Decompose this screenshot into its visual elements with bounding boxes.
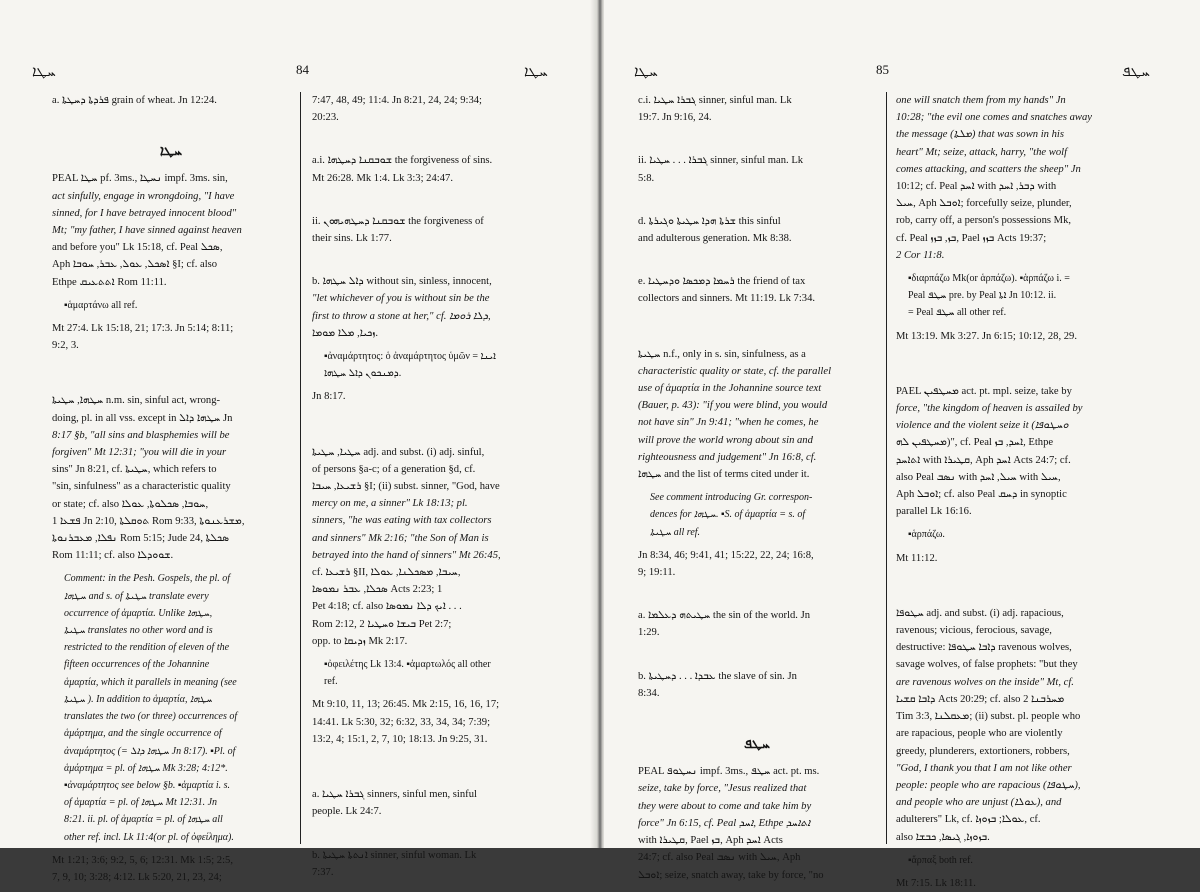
note: [908, 526, 1134, 543]
line: force" Jn 6:15, cf. Peal ܐܚܕ, Ethpe ܐܬܐܚܕ: [638, 817, 811, 829]
pael-entry: [896, 383, 1134, 521]
line: "let whichever of you is without sin be the: [312, 293, 490, 305]
line: ref.: [324, 676, 338, 688]
column-rule: [300, 92, 301, 844]
line: ܚܛܝܬܐ ). In addition to ἁμαρτία, ܚܛܗܐ: [64, 693, 213, 705]
page-number-right: 85: [876, 62, 889, 77]
line: ܐܘܒܠ; seize, snatch away, take by force, "no: [638, 869, 824, 881]
root-heading: ܚܛܦ: [743, 736, 770, 753]
line: ▪διαρπάζω Mk(or ἁρπάζω). ▪ἁρπάζω i. =: [908, 273, 1070, 285]
line: Rom 11:11; cf. also ܫܘܘܕܠܐ.: [52, 550, 174, 562]
line: and people who are unjust (ܥܘܠܐ), and: [896, 797, 1062, 809]
line: PEAL ܚܛܐ pf. 3ms., ܢܚܛܐ impf. 3ms. sin,: [52, 173, 228, 185]
line: 7:47, 48, 49; 11:4. Jn 8:21, 24, 24; 9:34;: [312, 95, 482, 106]
line: dences for ܚܛܗܐ. ▪S. of ἁμαρτία = s. of: [650, 509, 806, 521]
line: betrayed into the hand of sinners" Mt 26:45,: [312, 549, 501, 561]
line: opp. to ܙܕܝܩܐ Mk 2:17.: [312, 635, 408, 647]
nf-entry: [638, 346, 876, 484]
line: = Peal ܚܛܦ all other ref.: [908, 307, 1007, 319]
line: b. ܐܢܬܬܐ ܚܛܝܬܐ sinner, sinful woman. Lk: [312, 849, 477, 861]
line: ܕܐܒܐ ܩܫܝܐ Acts 20:29; cf. also ܡܚܪܒܢܐ 2: [896, 693, 1065, 705]
running-head-right: ܚܛܦ: [1122, 62, 1150, 80]
line: adulterers" Lk, cf. ܥܘܠܐ; ܒܙܘܙܐ, cf.: [896, 814, 1041, 826]
line: and before you" Lk 15:18, cf. Peal ܣܟܠ,: [52, 242, 223, 254]
line: ܣܟܠܐ, ܥܒܪ ܢܡܘܣܐ Acts 2:23; 1: [312, 584, 443, 596]
line: ܙܟܝܐ, ܡܠܐ ܡܘܡܐ.: [312, 327, 379, 339]
line: Mt; "my father, I have sinned against heaven: [52, 225, 242, 237]
entry-ii: [638, 152, 876, 186]
line: 7, 9, 10; 3:28; 4:12. Lk 5:20, 21, 23, 24;: [52, 871, 222, 883]
line: their sins. Lk 1:77.: [312, 233, 392, 245]
line: Aph ܐܣܟܠ, ܥܘܠ, ܥܒܪ, ܚܘܒܐ §I; cf. also: [52, 259, 218, 271]
line: comes attacking, and scatters the sheep" Jn: [896, 163, 1081, 175]
line: Mt 9:10, 11, 13; 26:45. Mk 2:15, 16, 16, 17;: [312, 699, 500, 711]
peal-continuation: [896, 92, 1134, 264]
comment: [64, 570, 290, 845]
line: ܚܛܗܐ and the list of terms cited under it.: [638, 469, 810, 481]
line: 19:7. Jn 9:16, 24.: [638, 112, 712, 124]
line: and sinners" Mk 2:16; "the Son of Man is: [312, 532, 489, 544]
line: force, "the kingdom of heaven is assailed by: [896, 403, 1083, 415]
line: or state; cf. also ܚܘܒܐ, ܣܟܠܘܬܐ, ܥܘܠܐ,: [52, 498, 209, 510]
line: 8:17 §b, "all sins and blasphemies will be: [52, 429, 230, 441]
line: sinned, for I have betrayed innocent blood": [52, 207, 237, 219]
line: sins" Jn 8:21, cf. ܚܛܝܬܐ, which refers to: [52, 464, 217, 476]
line: a.i. ܫܘܒܩܢܐ ܕܚܛܗܐ the forgiveness of sins.: [312, 155, 493, 167]
line: ܪܫܝܥܐ, ܚܝܒܐ §I; (ii) subst. sinner, "God, have: [312, 481, 500, 493]
line: 24:7; cf. also Peal ܢܣܒ with ܚܝܠ, Aph: [638, 852, 801, 864]
line: 7:37.: [312, 866, 334, 878]
line: 20:23.: [312, 112, 339, 124]
line: ܚܛܝܬܐ all ref.: [650, 526, 701, 538]
refs: [638, 547, 876, 581]
running-head-left: ܚܛܐ: [634, 62, 658, 80]
right-page-column-1: [638, 92, 876, 881]
line: e. ܪܚܡܐ ܕܡܟܣܐ ܘܕܚܛܝܐ the friend of tax: [638, 276, 806, 288]
line: Rom 2:12, ܒܝܫܐ ܘܚܛܝܐ 2 Pet 2:7;: [312, 618, 452, 630]
right-page: [604, 0, 1200, 889]
line: ܚܝܠ, Aph ܐܘܒܠ; forcefully seize, plunder,: [896, 198, 1072, 210]
line: seize, take by force, "Jesus realized that: [638, 783, 807, 795]
line: characteristic quality or state, cf. the parallel: [638, 365, 832, 377]
line: 10:28; "the evil one comes and snatches away: [896, 112, 1092, 124]
line: c.i. ܓܒܪܐ ܚܛܝܐ sinner, sinful man. Lk: [638, 95, 792, 106]
entry-b: [638, 668, 876, 702]
line: ravenous; vicious, ferocious, savage,: [896, 625, 1052, 637]
line: Jn 8:34, 46; 9:41, 41; 15:22, 22, 24; 16:8,: [638, 549, 814, 561]
line: restricted to the rendition of eleven of the: [64, 642, 230, 654]
line: savage wolves, of false prophets: "but they: [896, 659, 1078, 671]
right-page-column-2: [896, 92, 1134, 889]
line: ܐܬܐܚܕ with ܩܛܝܪܐ, Aph ܐܚܕ Acts 24:7; cf.: [896, 454, 1071, 466]
entry-d: [638, 213, 876, 247]
line: rob, carry off, a person's possessions Mk,: [896, 215, 1072, 227]
line: ܕܡܢܟܘܢ ܕܐܠ ܚܛܗܐ.: [324, 368, 402, 380]
line: a. ܦܪܕܬܐ ܕܚܛܬܐ grain of wheat. Jn 12:24.: [52, 95, 217, 106]
line: of persons §a-c; of a generation §d, cf.: [312, 463, 476, 475]
line: ἁμάρτημα = pl. of ܚܛܗܐ Mk 3:28; 4:12*.: [64, 762, 228, 774]
line: the message (ܡܠܬܐ) that was sown in his: [896, 129, 1064, 141]
root-heading: ܚܛܐ: [159, 143, 183, 160]
line: ἁμαρτία, which it parallels in meaning (see: [64, 676, 237, 688]
line: Tim 3:3, ܡܥܩܠܢܐ; (ii) subst. pl. people who: [896, 711, 1081, 723]
line: 9:2, 3.: [52, 340, 79, 352]
line: ܦܫܥܐ 1 Jn 2:10, ܬܘܩܠܬܐ Rom 9:33, ܡܫܪܥܢܘܬܐ,: [52, 515, 245, 527]
line: not have sin" Jn 9:41; "when he comes, he: [638, 417, 819, 429]
line: PEAL ܢܚܛܘܦ impf. 3ms., ܚܛܦ act. pt. ms.: [638, 766, 820, 778]
entry-b: [312, 847, 550, 881]
line: b. ܥܒܕܐ . . . ܕܚܛܝܬܐ the slave of sin. Jn: [638, 670, 797, 682]
entry-ci: [638, 92, 876, 126]
line: ܚܛܗܐ, ܚܛܝܬܐ n.m. sin, sinful act, wrong-: [52, 395, 221, 407]
line: 1:29.: [638, 627, 660, 639]
refs: [52, 320, 290, 354]
line: "God, I thank you that I am not like other: [896, 762, 1072, 774]
line: Aph ܐܘܒܠ; cf. also Peal ܕܚܩ in synoptic: [896, 489, 1067, 501]
left-page-column-1: [52, 92, 290, 883]
line: they were about to come and take him by: [638, 800, 812, 812]
line: forgiven" Mt 12:31; "you will die in your: [52, 447, 227, 459]
entry-ai: [312, 152, 550, 186]
page-number-left: 84: [296, 62, 309, 77]
line: also ܒܙܘܙܐ, ܓܝܣܐ, ܟܒܫܐ.: [896, 831, 990, 843]
peal-entry: [638, 763, 876, 883]
line: act sinfully, engage in wrongdoing, "I have: [52, 190, 235, 202]
line: cf. Peal ܒܙ, ܒܙܙ, Pael ܒܙܙ Acts 19:37;: [896, 232, 1047, 244]
line: See comment introducing Gr. correspon-: [650, 492, 813, 504]
line: ▪ἁμαρτάνω all ref.: [64, 299, 138, 311]
entry-e: [638, 273, 876, 307]
entry-a: [638, 607, 876, 641]
line: 2 Cor 11:8.: [896, 249, 945, 261]
refs: [312, 92, 550, 126]
entry-a: [52, 92, 290, 109]
line: one will snatch them from my hands" Jn: [896, 95, 1066, 106]
line: collectors and sinners. Mt 11:19. Lk 7:34.: [638, 293, 816, 305]
adj-entry: [896, 605, 1134, 846]
line: ii. ܫܘܒܩܢܐ ܕܚܛܗܝܗܘܢ the forgiveness of: [312, 215, 484, 227]
line: use of ἁμαρτία in the Johannine source text: [638, 383, 822, 395]
line: and adulterous generation. Mk 8:38.: [638, 233, 792, 245]
line: are rapacious, people who are violently: [896, 728, 1063, 740]
running-head-left: ܚܛܐ: [32, 62, 56, 80]
line: Pet 4:18; cf. also ܐܝܟ ܕܠܐ ܢܡܘܣܐ . . .: [312, 601, 462, 613]
line: will prove the world wrong about sin and: [638, 434, 813, 446]
entry-ii: [312, 213, 550, 247]
line: violence and the violent seize it (ܘܚܛܘܦܐ: [896, 420, 1069, 432]
line: with ܩܛܝܪܐ, Pael ܒܙ, Aph ܐܚܕ Acts: [638, 835, 783, 847]
line: Mt 1:21; 3:6; 9:2, 5, 6; 12:31. Mk 1:5; 2:5,: [52, 854, 233, 866]
line: heart" Mt; seize, attack, harry, "the wolf: [896, 146, 1068, 158]
column-rule: [886, 92, 887, 844]
line: ܡܚܛܦܝܢ ܠܗ)", cf. Peal ܐܚܕ, ܒܙ, Ethpe: [896, 437, 1054, 449]
line: ܚܛܝܬܐ n.f., only in s. sin, sinfulness, as a: [638, 348, 806, 360]
line: are ravenous wolves on the inside" Mt, cf.: [896, 676, 1074, 688]
line: a. ܓܒܪܐ ܚܛܝܐ sinners, sinful men, sinful: [312, 789, 477, 801]
line: ▪ἀναμάρτητος: ὁ ἀναμάρτητος ὑμῶν = ܐܝܢܐ: [324, 351, 496, 363]
line: ܚܛܝܬܐ translates no other word and is: [64, 625, 213, 637]
line: Peal ܚܛܦ pre. by Peal ܐܬܐ Jn 10:12. ii.: [908, 290, 1057, 302]
line: ἀναμάρτητος (= ܚܛܗܐ ܕܐܠ Jn 8:17). ▪Pl. of: [64, 745, 236, 757]
line: 8:21. ii. pl. of ἁμαρτία = pl. of ܚܛܗܐ all: [64, 814, 223, 826]
line: ▪ὀφειλέτης Lk 13:4. ▪ἁμαρτωλός all other: [324, 659, 491, 671]
line: parallel Lk 16:16.: [896, 506, 972, 518]
line: (Bauer, p. 43): "if you were blind, you would: [638, 400, 828, 412]
note: [324, 656, 550, 690]
line: greedy, plunderers, extortioners, robbers,: [896, 745, 1070, 757]
line: cf. ܪܫܝܥܐ §II, ܚܝܒܐ, ܡܣܟܠܢܐ, ܥܘܠܐ,: [312, 567, 461, 579]
line: ܚܛܘܦܐ adj. and subst. (i) adj. rapacious,: [896, 607, 1064, 619]
line: mercy on me, a sinner" Lk 18:13; pl.: [312, 498, 468, 510]
line: Mt 26:28. Mk 1:4. Lk 3:3; 24:47.: [312, 172, 453, 184]
line: b. ܕܐܠ ܚܛܗܐ without sin, sinless, innocent,: [312, 276, 492, 288]
refs: Mt 7:15. Lk 18:11.: [896, 877, 976, 889]
line: also Peal ܢܣܒ with ܚܝܠ, ܐܚܕ with ܚܝܠ,: [896, 471, 1061, 483]
line: PAEL ܡܚܛܦܝܢ act. pt. mpl. seize, take by: [896, 385, 1072, 397]
line: other ref. incl. Lk 11:4(or pl. of ὀφείλημα).: [64, 831, 234, 843]
line: Ethpe ܐܬܬܥܝܩ Rom 11:11.: [52, 276, 167, 288]
line: ܢܦܠܐ, ܡܥܒܪܢܘܬܐ Rom 5:15; Jude 24, ܣܟܠܬܐ: [52, 533, 230, 545]
line: 9; 19:11.: [638, 567, 676, 579]
note: [908, 270, 1134, 322]
line: ▪ἁρπάζω.: [908, 529, 945, 541]
refs: Jn 8:17.: [312, 391, 346, 403]
line: people: people who are rapacious (ܚܛܘܦܐ),: [896, 779, 1081, 791]
line: Mt 27:4. Lk 15:18, 21; 17:3. Jn 5:14; 8:11;: [52, 323, 234, 335]
left-page-column-2: [312, 92, 550, 878]
line: d. ܫܪܬܐ ܗܕܐ ܚܛܝܬܐ ܘܓܝܪܬܐ this sinful: [638, 215, 781, 227]
entry-b: [312, 273, 550, 342]
line: ܚܛܝܐ, ܚܛܝܬܐ adj. and subst. (i) adj. sinful,: [312, 446, 485, 458]
line: 10:12; cf. Peal ܐܚܕ with ܕܒܪ, ܐܚܕ with: [896, 181, 1057, 193]
line: ܚܛܗܐ and s. of ܚܛܝܬܐ translate every: [64, 590, 209, 602]
line: 14:41. Lk 5:30, 32; 6:32, 33, 34, 34; 7:39;: [312, 716, 491, 728]
refs: [52, 852, 290, 886]
line: 8:34.: [638, 687, 660, 699]
line: 5:8.: [638, 172, 655, 184]
line: fifteen occurrences of the Johannine: [64, 659, 210, 671]
line: ἁμάρτημα, and the single occurrence of: [64, 728, 222, 740]
line: occurrence of ἁμαρτία. Unlike ܚܛܗܐ,: [64, 607, 213, 619]
adj-entry: [312, 444, 550, 650]
refs: Mt 13:19. Mk 3:27. Jn 6:15; 10:12, 28, 29.: [896, 330, 1077, 342]
line: first to throw a stone at her," cf. ܕܠܐ ܪܘܡܐ,: [312, 310, 491, 322]
refs: [312, 696, 550, 748]
running-head-left-page-right: ܚܛܐ: [524, 62, 548, 80]
line: of ἁμαρτία = pl. of ܚܛܗܐ Mt 12:31. Jn: [64, 797, 218, 809]
line: ▪ἀναμάρτητος see below §b. ▪ἁμαρτία i. s.: [64, 779, 231, 791]
line: sinners, "he was eating with tax collectors: [312, 515, 492, 527]
note: [64, 297, 290, 314]
line: righteousness and judgement" Jn 16:8, cf.: [638, 451, 817, 463]
note: [650, 489, 876, 541]
line: translates the two (or three) occurrences of: [64, 711, 238, 723]
line: ii. ܓܒܪܐ . . . ܚܛܝܐ sinner, sinful man. Lk: [638, 155, 804, 167]
line: people. Lk 24:7.: [312, 806, 382, 818]
entry-a: [312, 786, 550, 820]
note: [908, 852, 1134, 869]
line: doing, pl. in all vss. except in ܚܛܗܐ ܕܐܠ Jn: [52, 412, 233, 424]
note: [324, 348, 550, 382]
line: a. ܚܛܝܬܗ ܕܥܠܡܐ the sin of the world. Jn: [638, 610, 810, 622]
line: ▪ἅρπαξ both ref.: [908, 854, 973, 866]
noun-entry: [52, 392, 290, 564]
line: destructive: ܕܐܒܐ ܚܛܘܦܐ ravenous wolves,: [896, 642, 1072, 654]
left-page: [0, 0, 596, 883]
line: "sin, sinfulness" as a characteristic quality: [52, 481, 231, 493]
peal-entry: [52, 170, 290, 290]
refs: Mt 11:12.: [896, 552, 938, 564]
line: Comment: in the Pesh. Gospels, the pl. of: [64, 573, 231, 585]
line: 13:2, 4; 15:1, 2, 7, 10; 18:13. Jn 9:25, 31.: [312, 733, 488, 745]
